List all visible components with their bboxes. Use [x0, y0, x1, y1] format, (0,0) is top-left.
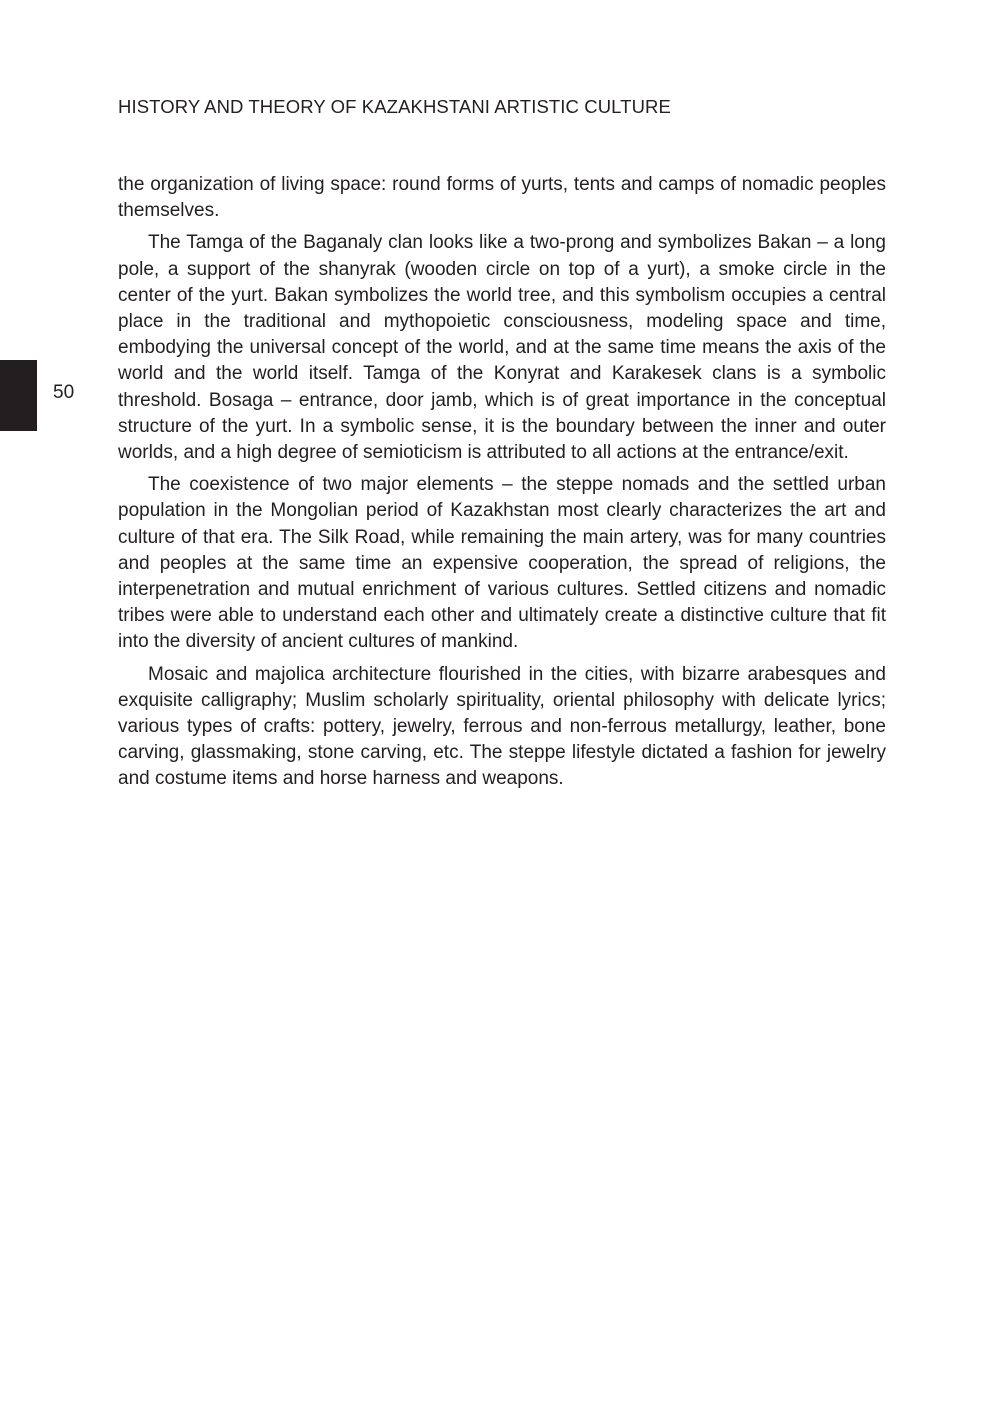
page-number: 50: [53, 382, 75, 403]
paragraph: the organization of living space: round forms of yurts, tents and camps of nomadic peoples themselves.: [118, 174, 886, 222]
paragraph: The coexistence of two major elements – the steppe nomads and the settled urban population in the Mongolian period of Kazakhstan most clearly characterizes the art and culture of that era. The Silk Road, while remaining the main artery, was for many countries and peoples at the same time an expensive cooperation, the spread of religions, the interpenetration and mutual enrichment of various cultures. Settled citizens and nomadic tribes were able to understand each other and ultimately create a distinctive culture that fit into the diversity of ancient cultures of mankind.: [118, 474, 886, 653]
paragraph: The Tamga of the Baganaly clan looks like a two-prong and symbolizes Bakan – a long pole, a support of the shanyrak (wooden circle on top of a yurt), a smoke circle in the center of the yurt. Bakan symbolizes the world tree, and this symbolism occupies a central place in the traditional and mythopoietic consciousness, modeling space and time, embodying the universal concept of the world, and at the same time means the axis of the world and the world itself. Tamga of the Konyrat and Karakesek clans is a symbolic threshold. Bosaga – entrance, door jamb, which is of great importance in the conceptual structure of the yurt. In a symbolic sense, it is the boundary between the inner and outer worlds, and a high degree of semioticism is attributed to all actions at the entrance/exit.: [118, 232, 886, 464]
running-header: HISTORY AND THEORY OF KAZAKHSTANI ARTISTIC CULTURE: [118, 96, 671, 117]
paragraph: Mosaic and majolica architecture flourished in the cities, with bizarre arabesques and exquisite calligraphy; Muslim scholarly spirituality, oriental philosophy with delicate lyrics; various types of crafts: pottery, jewelry, ferrous and non-ferrous metallurgy, leather, bone carving, glassmaking, stone carving, etc. The steppe lifestyle dictated a fashion for jewelry and costume items and horse harness and weapons.: [118, 663, 886, 790]
body-text: [118, 172, 886, 799]
page-edge-tab: [0, 360, 37, 431]
